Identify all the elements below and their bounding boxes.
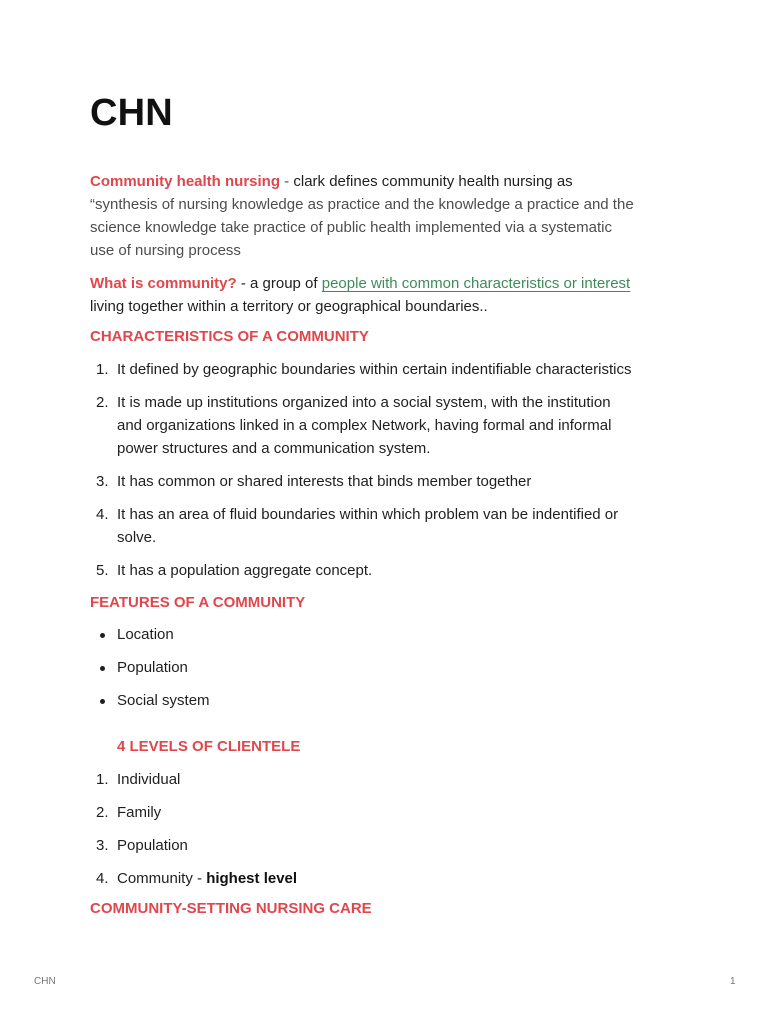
definition-quote-line-3: use of nursing process bbox=[90, 242, 241, 259]
definition-sep: - bbox=[280, 173, 294, 190]
list-item: 3. It has common or shared interests that binds member together bbox=[96, 473, 532, 490]
definition-lead: clark defines community health nursing as bbox=[293, 173, 573, 190]
list-item: 1. It defined by geographic boundaries within certain indentifiable characteristics bbox=[96, 361, 632, 378]
community-pre: - a group of bbox=[236, 275, 322, 292]
footer-title: CHN bbox=[34, 976, 56, 987]
list-item: Population bbox=[90, 656, 690, 689]
community-term: What is community? bbox=[90, 275, 237, 292]
characteristics-list bbox=[90, 358, 690, 592]
list-item: 5. It has a population aggregate concept. bbox=[96, 562, 373, 579]
features-heading: FEATURES OF A COMMUNITY bbox=[90, 594, 306, 611]
list-item: 2. It is made up institutions organized into a social system, with the institution and organizations linked in a complex Network, having formal and informal power structures and a communication system. bbox=[96, 394, 612, 457]
bullet-icon bbox=[100, 633, 105, 638]
definition-term: Community health nursing bbox=[90, 173, 281, 190]
levels-list bbox=[90, 768, 690, 900]
definition-quote-line-2: science knowledge take practice of public health implemented via a systematic bbox=[90, 219, 612, 236]
community-line-2: living together within a territory or geographical boundaries.. bbox=[90, 298, 488, 315]
list-item: 3. Population bbox=[96, 837, 188, 854]
features-list bbox=[90, 623, 690, 722]
list-item: 1. Individual bbox=[96, 771, 181, 788]
community-paragraph bbox=[90, 272, 685, 318]
list-item: Location bbox=[90, 623, 690, 656]
community-line-1 bbox=[90, 272, 685, 295]
list-item: 4. Community - highest level bbox=[96, 870, 298, 887]
community-link[interactable]: people with common characteristics or interest bbox=[321, 275, 631, 292]
setting-heading: COMMUNITY-SETTING NURSING CARE bbox=[90, 900, 372, 917]
bullet-icon bbox=[100, 666, 105, 671]
characteristics-heading: CHARACTERISTICS OF A COMMUNITY bbox=[90, 328, 369, 345]
levels-heading: 4 LEVELS OF CLIENTELE bbox=[117, 738, 301, 755]
page-title: CHN bbox=[90, 92, 173, 134]
definition-paragraph bbox=[90, 170, 685, 262]
definition-line-1 bbox=[90, 170, 685, 193]
bullet-icon bbox=[100, 699, 105, 704]
page-number: 1 bbox=[730, 976, 736, 987]
list-item: 4. It has an area of fluid boundaries within which problem van be indentified or solve. bbox=[96, 506, 619, 546]
highest-level-emphasis: highest level bbox=[206, 870, 298, 887]
list-item: 2. Family bbox=[96, 804, 162, 821]
definition-quote-line-1: “synthesis of nursing knowledge as practice and the knowledge a practice and the bbox=[90, 196, 634, 213]
list-item: Social system bbox=[90, 689, 690, 722]
